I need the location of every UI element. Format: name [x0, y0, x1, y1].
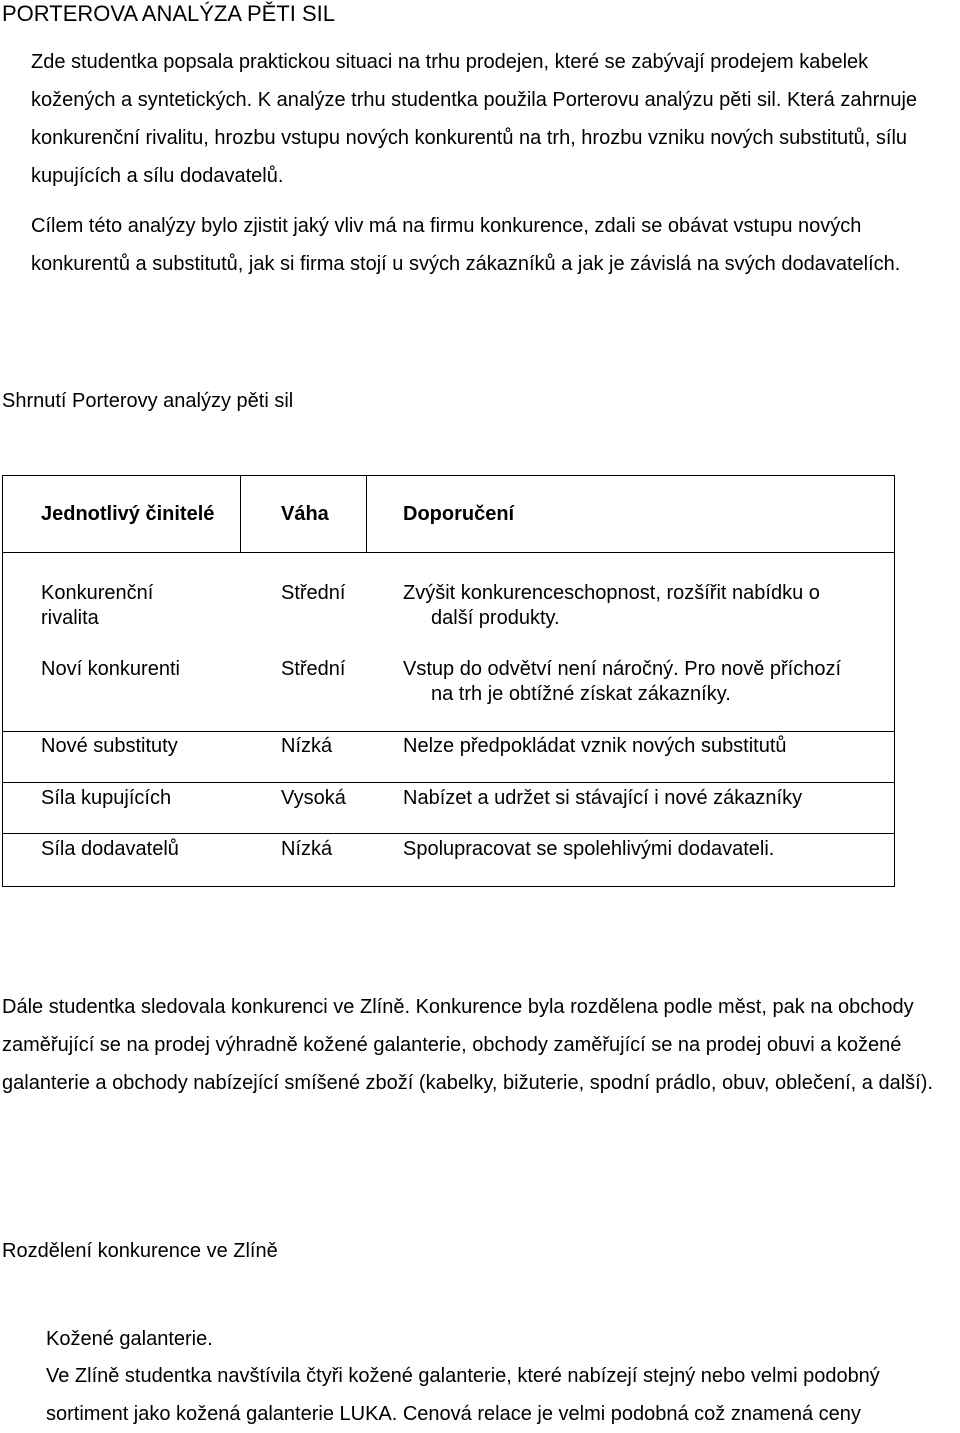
zlin-competition-paragraph: Dále studentka sledovala konkurenci ve Zlíně. Konkurence byla rozdělena podle měst, pak na obchody zaměřující se na prodej výhradně kožené galanterie, obchody zaměřující se na prodej obuvi a kožené galanterie a obchody nabízející smíšené zboží (kabelky, bižuterie, spodní prádlo, obuv, oblečení, a další). [2, 996, 933, 1094]
table-row-rule [3, 731, 894, 732]
factor-line: rivalita [41, 607, 99, 629]
table-row-weight: Střední [281, 582, 346, 604]
table-row-recommendation: Nelze předpokládat vznik nových substitutů [403, 735, 787, 757]
table-row-factor [41, 581, 153, 631]
summary-title: Shrnutí Porterovy analýzy pěti sil [2, 390, 294, 412]
goal-paragraph: Cílem této analýzy bylo zjistit jaký vliv má na firmu konkurence, zdali se obávat vstupu nových konkurentů a substitutů, jak si firma stojí u svých zákazníků a jak je závislá na svých dodavatelích. [31, 215, 901, 275]
table-row-recommendation: Nabízet a udržet si stávající i nové zákazníky [403, 787, 803, 809]
factor-line: Konkurenční [41, 582, 154, 604]
intro-paragraph: Zde studentka popsala praktickou situaci na trhu prodejen, které se zabývají prodejem kabelek kožených a syntetických. K analýze trhu studentka použila Porterovu analýzu pěti sil. Která zahrnuje konkurenční rivalitu, hrozbu vstupu nových konkurentů na trh, hrozbu vzniku nových substitutů, sílu kupujících a sílu dodavatelů. [31, 51, 918, 187]
competition-title: Rozdělení konkurence ve Zlíně [2, 1240, 278, 1262]
table-row-factor: Síla dodavatelů [41, 838, 179, 860]
table-row-recommendation [403, 657, 841, 707]
table-row-factor: Nové substituty [41, 735, 178, 757]
recommendation-line: další produkty. [431, 607, 560, 629]
table-row-factor: Noví konkurenti [41, 658, 180, 680]
table-row-rule [3, 833, 894, 834]
header-recommendation: Doporučení [403, 503, 515, 525]
table-row-weight: Vysoká [281, 787, 346, 809]
leather-goods-title: Kožené galanterie. [46, 1328, 213, 1350]
recommendation-line: na trh je obtížné získat zákazníky. [431, 683, 731, 705]
table-row-recommendation [403, 581, 820, 631]
table-header-divider [240, 476, 241, 552]
recommendation-line: Vstup do odvětví není náročný. Pro nově příchozí [403, 658, 842, 680]
recommendation-line: Zvýšit konkurenceschopnost, rozšířit nabídku o [403, 582, 820, 604]
table-row-weight: Střední [281, 658, 346, 680]
table-row-weight: Nízká [281, 735, 333, 757]
table-header-divider [366, 476, 367, 552]
porter-summary-table [2, 475, 895, 887]
table-row-factor: Síla kupujících [41, 787, 172, 809]
header-weight: Váha [281, 503, 329, 525]
table-row-rule [3, 782, 894, 783]
header-factor: Jednotlivý činitelé [41, 503, 215, 525]
table-row-weight: Nízká [281, 838, 333, 860]
leather-goods-paragraph: Ve Zlíně studentka navštívila čtyři kožené galanterie, které nabízejí stejný nebo velmi podobný sortiment jako kožená galanterie LUKA. Cenová relace je velmi podobná což znamená ceny [46, 1365, 880, 1425]
table-row-recommendation: Spolupracovat se spolehlivými dodavateli. [403, 838, 775, 860]
table-header-rule [3, 552, 894, 553]
document-title: PORTEROVA ANALÝZA PĚTI SIL [2, 1, 335, 26]
